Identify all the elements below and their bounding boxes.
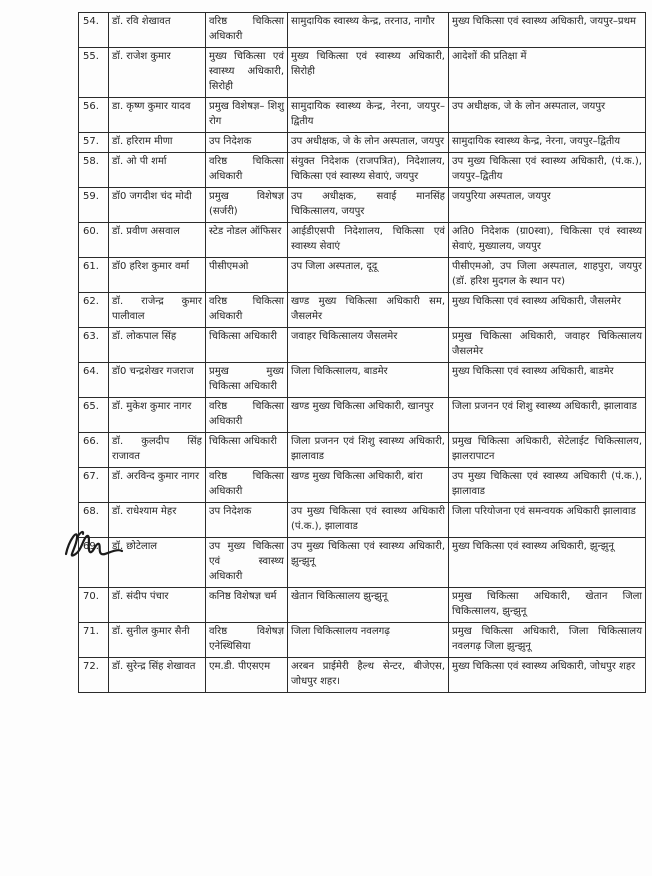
cell-designation: वरिष्ठ विशेषज्ञ एनेस्थिसिया <box>206 623 288 658</box>
cell-new-posting: पीसीएमओ, उप जिला अस्पताल, शाहपुरा, जयपुर (डॉ. हरिश मुदगल के स्थान पर) <box>449 258 646 293</box>
cell-current-posting: सामुदायिक स्वास्थ्य केन्द्र, नेरना, जयपुर–द्वितीय <box>288 98 449 133</box>
cell-current-posting: खण्ड मुख्य चिकित्सा अधिकारी सम, जैसलमेर <box>288 293 449 328</box>
cell-current-posting: सामुदायिक स्वास्थ्य केन्द्र, तरनाउ, नागौर <box>288 13 449 48</box>
cell-designation: पीसीएमओ <box>206 258 288 293</box>
cell-serial-number: 66. <box>79 433 109 468</box>
cell-doctor-name: डॉ. सुरेन्द्र सिंह शेखावत <box>109 658 206 693</box>
table-row <box>79 133 646 153</box>
cell-designation: चिकित्सा अधिकारी <box>206 433 288 468</box>
cell-current-posting: मुख्य चिकित्सा एवं स्वास्थ्य अधिकारी, सिरोही <box>288 48 449 98</box>
cell-new-posting: आदेशों की प्रतिक्षा में <box>449 48 646 98</box>
cell-doctor-name: डॉ0 हरिश कुमार वर्मा <box>109 258 206 293</box>
cell-designation: उप निदेशक <box>206 133 288 153</box>
cell-new-posting: जिला प्रजनन एवं शिशु स्वास्थ्य अधिकारी, झालावाड <box>449 398 646 433</box>
cell-current-posting: उप अधीक्षक, जे के लोन अस्पताल, जयपुर <box>288 133 449 153</box>
cell-serial-number: 57. <box>79 133 109 153</box>
cell-doctor-name: डॉ0 चन्द्रशेखर गजराज <box>109 363 206 398</box>
cell-new-posting: मुख्य चिकित्सा एवं स्वास्थ्य अधिकारी, जयपुर–प्रथम <box>449 13 646 48</box>
cell-serial-number: 56. <box>79 98 109 133</box>
cell-serial-number: 58. <box>79 153 109 188</box>
cell-new-posting: सामुदायिक स्वास्थ्य केन्द्र, नेरना, जयपुर–द्वितीय <box>449 133 646 153</box>
cell-current-posting: उप मुख्य चिकित्सा एवं स्वास्थ्य अधिकारी, झुन्झुनू <box>288 538 449 588</box>
cell-serial-number: 68. <box>79 503 109 538</box>
cell-serial-number: 69. <box>79 538 109 588</box>
table-row <box>79 258 646 293</box>
cell-designation: वरिष्ठ चिकित्सा अधिकारी <box>206 468 288 503</box>
table-row <box>79 13 646 48</box>
table-row <box>79 153 646 188</box>
cell-new-posting: मुख्य चिकित्सा एवं स्वास्थ्य अधिकारी, जोधपुर शहर <box>449 658 646 693</box>
cell-current-posting: खण्ड मुख्य चिकित्सा अधिकारी, खानपुर <box>288 398 449 433</box>
cell-doctor-name: डॉ0 जगदीश चंद मोदी <box>109 188 206 223</box>
table-row <box>79 503 646 538</box>
cell-designation: एम.डी. पीएसएम <box>206 658 288 693</box>
cell-serial-number: 72. <box>79 658 109 693</box>
table-row <box>79 223 646 258</box>
cell-doctor-name: डॉ. राजेश कुमार <box>109 48 206 98</box>
cell-new-posting: उप मुख्य चिकित्सा एवं स्वास्थ्य अधिकारी, (पं.क.), जयपुर–द्वितीय <box>449 153 646 188</box>
cell-new-posting: उप मुख्य चिकित्सा एवं स्वास्थ्य अधिकारी (पं.क.), झालावाड <box>449 468 646 503</box>
table-row <box>79 188 646 223</box>
cell-serial-number: 70. <box>79 588 109 623</box>
cell-doctor-name: डॉ. लोकपाल सिंह <box>109 328 206 363</box>
cell-current-posting: जिला चिकित्सालय, बाडमेर <box>288 363 449 398</box>
cell-designation: प्रमुख विशेषज्ञ (सर्जरी) <box>206 188 288 223</box>
cell-designation: वरिष्ठ चिकित्सा अधिकारी <box>206 153 288 188</box>
cell-new-posting: मुख्य चिकित्सा एवं स्वास्थ्य अधिकारी, जैसलमेर <box>449 293 646 328</box>
cell-designation: वरिष्ठ चिकित्सा अधिकारी <box>206 293 288 328</box>
cell-designation: प्रमुख विशेषज्ञ– शिशु रोग <box>206 98 288 133</box>
cell-serial-number: 54. <box>79 13 109 48</box>
cell-serial-number: 64. <box>79 363 109 398</box>
cell-doctor-name: डॉ. राधेश्याम मेहर <box>109 503 206 538</box>
cell-current-posting: खण्ड मुख्य चिकित्सा अधिकारी, बांरा <box>288 468 449 503</box>
cell-new-posting: प्रमुख चिकित्सा अधिकारी, सेटेलाईट चिकित्सालय, झालरापाटन <box>449 433 646 468</box>
cell-current-posting: संयुक्त निदेशक (राजपत्रित), निदेशालय, चिकित्सा एवं स्वास्थ्य सेवाएं, जयपुर <box>288 153 449 188</box>
cell-doctor-name: डॉ. छोटेलाल <box>109 538 206 588</box>
cell-new-posting: मुख्य चिकित्सा एवं स्वास्थ्य अधिकारी, झुन्झुनू <box>449 538 646 588</box>
cell-doctor-name: डॉ. सुनील कुमार सैनी <box>109 623 206 658</box>
cell-designation: चिकित्सा अधिकारी <box>206 328 288 363</box>
table-row <box>79 328 646 363</box>
cell-designation: कनिष्ठ विशेषज्ञ चर्म <box>206 588 288 623</box>
cell-serial-number: 65. <box>79 398 109 433</box>
table-row <box>79 658 646 693</box>
cell-designation: उप निदेशक <box>206 503 288 538</box>
cell-doctor-name: डॉ. रवि शेखावत <box>109 13 206 48</box>
cell-new-posting: प्रमुख चिकित्सा अधिकारी, जवाहर चिकित्सालय जैसलमेर <box>449 328 646 363</box>
table-row <box>79 468 646 503</box>
cell-designation: वरिष्ठ चिकित्सा अधिकारी <box>206 398 288 433</box>
cell-serial-number: 55. <box>79 48 109 98</box>
cell-new-posting: मुख्य चिकित्सा एवं स्वास्थ्य अधिकारी, बाडमेर <box>449 363 646 398</box>
cell-serial-number: 62. <box>79 293 109 328</box>
cell-doctor-name: डॉ. कुलदीप सिंह राजावत <box>109 433 206 468</box>
table-row <box>79 398 646 433</box>
cell-designation: मुख्य चिकित्सा एवं स्वास्थ्य अधिकारी, सिरोही <box>206 48 288 98</box>
table-row <box>79 293 646 328</box>
transfer-table <box>78 12 646 693</box>
cell-current-posting: उप मुख्य चिकित्सा एवं स्वास्थ्य अधिकारी (पं.क.), झालावाड <box>288 503 449 538</box>
cell-current-posting: जवाहर चिकित्सालय जैसलमेर <box>288 328 449 363</box>
table-row <box>79 98 646 133</box>
cell-serial-number: 63. <box>79 328 109 363</box>
table-row <box>79 363 646 398</box>
table-row <box>79 588 646 623</box>
cell-doctor-name: डॉ. संदीप पंचार <box>109 588 206 623</box>
cell-serial-number: 67. <box>79 468 109 503</box>
cell-serial-number: 71. <box>79 623 109 658</box>
cell-serial-number: 60. <box>79 223 109 258</box>
cell-new-posting: जयपुरिया अस्पताल, जयपुर <box>449 188 646 223</box>
cell-current-posting: अरबन प्राईमेरी हैल्थ सेन्टर, बीजेएस, जोधपुर शहर। <box>288 658 449 693</box>
cell-designation: प्रमुख मुख्य चिकित्सा अधिकारी <box>206 363 288 398</box>
cell-current-posting: आईडीएसपी निदेशालय, चिकित्सा एवं स्वास्थ्य सेवाएं <box>288 223 449 258</box>
cell-new-posting: उप अधीक्षक, जे के लोन अस्पताल, जयपुर <box>449 98 646 133</box>
table-row <box>79 623 646 658</box>
cell-current-posting: जिला प्रजनन एवं शिशु स्वास्थ्य अधिकारी, झालावाड <box>288 433 449 468</box>
cell-doctor-name: डॉ. ओ पी शर्मा <box>109 153 206 188</box>
cell-current-posting: उप जिला अस्पताल, दूदू <box>288 258 449 293</box>
cell-new-posting: जिला परियोजना एवं समन्वयक अधिकारी झालावाड <box>449 503 646 538</box>
transfer-table-body <box>79 13 646 693</box>
table-row <box>79 433 646 468</box>
cell-current-posting: उप अधीक्षक, सवाई मानसिंह चिकित्सालय, जयपुर <box>288 188 449 223</box>
cell-new-posting: अति0 निदेशक (ग्रा0स्वा), चिकित्सा एवं स्वास्थ्य सेवाएं, मुख्यालय, जयपुर <box>449 223 646 258</box>
cell-designation: उप मुख्य चिकित्सा एवं स्वास्थ्य अधिकारी <box>206 538 288 588</box>
cell-doctor-name: डॉ. प्रवीण असवाल <box>109 223 206 258</box>
cell-serial-number: 59. <box>79 188 109 223</box>
cell-new-posting: प्रमुख चिकित्सा अधिकारी, खेतान जिला चिकित्सालय, झुन्झुनू <box>449 588 646 623</box>
cell-current-posting: जिला चिकित्सालय नवलगढ़ <box>288 623 449 658</box>
table-row <box>79 48 646 98</box>
cell-designation: वरिष्ठ चिकित्सा अधिकारी <box>206 13 288 48</box>
cell-doctor-name: डा. कृष्ण कुमार यादव <box>109 98 206 133</box>
cell-new-posting: प्रमुख चिकित्सा अधिकारी, जिला चिकित्सालय नवलगढ़ जिला झुन्झुनू <box>449 623 646 658</box>
cell-designation: स्टेड नोडल ऑफिसर <box>206 223 288 258</box>
cell-doctor-name: डॉ. राजेन्द्र कुमार पालीवाल <box>109 293 206 328</box>
cell-current-posting: खेतान चिकित्सालय झुन्झुनू <box>288 588 449 623</box>
cell-doctor-name: डॉ. अरविन्द कुमार नागर <box>109 468 206 503</box>
cell-serial-number: 61. <box>79 258 109 293</box>
cell-doctor-name: डॉ. मुकेश कुमार नागर <box>109 398 206 433</box>
table-row <box>79 538 646 588</box>
cell-doctor-name: डॉ. हरिराम मीणा <box>109 133 206 153</box>
